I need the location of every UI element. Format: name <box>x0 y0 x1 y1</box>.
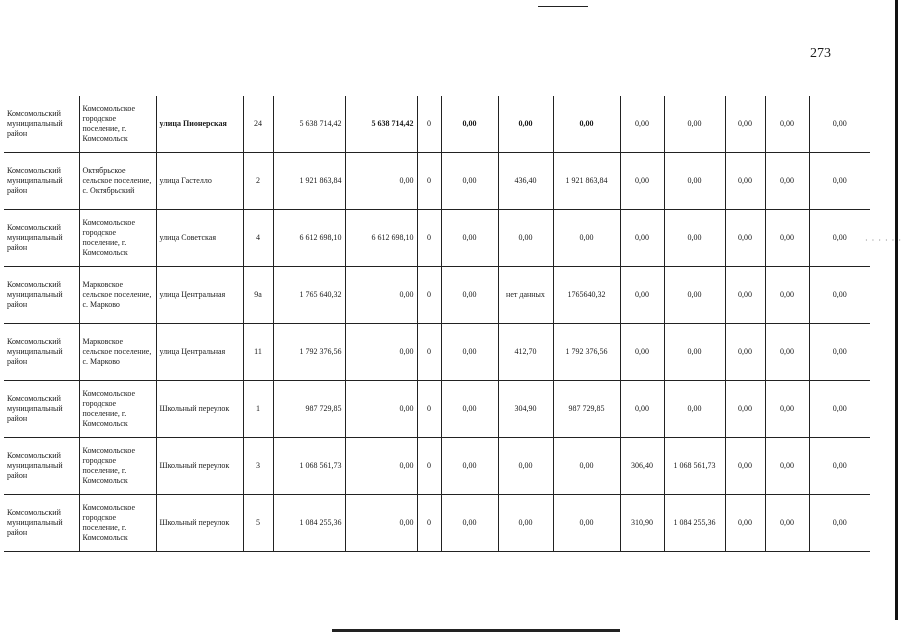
cell-value-7: 0,00 <box>620 210 664 267</box>
cell-value-5: 0,00 <box>498 210 553 267</box>
cell-value-3: 0 <box>417 381 441 438</box>
cell-value-6: 0,00 <box>553 438 620 495</box>
cell-value-9: 0,00 <box>725 267 765 324</box>
cell-value-4: 0,00 <box>441 381 498 438</box>
cell-value-10: 0,00 <box>765 324 809 381</box>
cell-value-7: 0,00 <box>620 381 664 438</box>
cell-value-8: 0,00 <box>664 324 725 381</box>
cell-value-3: 0 <box>417 210 441 267</box>
cell-value-2: 0,00 <box>345 381 417 438</box>
cell-value-9: 0,00 <box>725 210 765 267</box>
cell-district: Комсомольский муниципальный район <box>4 324 79 381</box>
cell-district: Комсомольский муниципальный район <box>4 438 79 495</box>
cell-value-5: нет данных <box>498 267 553 324</box>
scan-artifact-top-line <box>538 6 588 7</box>
cell-value-11: 0,00 <box>832 176 847 185</box>
cell-value-2: 0,00 <box>345 438 417 495</box>
cell-value-8: 1 084 255,36 <box>664 495 725 552</box>
cell-value-6: 0,00 <box>553 495 620 552</box>
cell-value-8: 0,00 <box>664 381 725 438</box>
cell-value-7: 0,00 <box>620 267 664 324</box>
table-row <box>4 267 870 324</box>
cell-value-6: 0,00 <box>553 210 620 267</box>
cell-value-7: 310,90 <box>620 495 664 552</box>
cell-settlement: Комсомольское городское поселение, г. Комсомольск <box>79 210 156 267</box>
cell-street: Школьный переулок <box>156 495 243 552</box>
cell-settlement: Комсомольское городское поселение, г. Комсомольск <box>79 96 156 153</box>
cell-value-6: 0,00 <box>553 96 620 153</box>
cell-value-3: 0 <box>417 153 441 210</box>
cell-settlement: Комсомольское городское поселение, г. Комсомольск <box>79 495 156 552</box>
cell-total-cost: 6 612 698,10 <box>273 210 345 267</box>
cell-total-cost: 1 765 640,32 <box>273 267 345 324</box>
cell-district: Комсомольский муниципальный район <box>4 153 79 210</box>
cell-value-3: 0 <box>417 96 441 153</box>
cell-house-number: 4 <box>243 210 273 267</box>
table-row <box>4 153 870 210</box>
table-row <box>4 96 870 153</box>
cell-value-4: 0,00 <box>441 267 498 324</box>
cell-value-10: 0,00 <box>765 96 809 153</box>
cell-value-8: 1 068 561,73 <box>664 438 725 495</box>
cell-street: улица Советская <box>156 210 243 267</box>
cell-value-9: 0,00 <box>725 324 765 381</box>
cell-value-3: 0 <box>417 495 441 552</box>
cell-value-3: 0 <box>417 267 441 324</box>
cell-total-cost: 987 729,85 <box>273 381 345 438</box>
cell-value-8: 0,00 <box>664 96 725 153</box>
cell-house-number: 11 <box>243 324 273 381</box>
cell-value-6: 1 792 376,56 <box>553 324 620 381</box>
cell-value-11: 0,00 <box>832 290 847 299</box>
cell-total-cost: 1 084 255,36 <box>273 495 345 552</box>
cell-value-8: 0,00 <box>664 210 725 267</box>
cell-value-7: 0,00 <box>620 324 664 381</box>
cell-value-4: 0,00 <box>441 324 498 381</box>
cell-value-10: 0,00 <box>765 210 809 267</box>
cell-value-3: 0 <box>417 324 441 381</box>
cell-value-2: 0,00 <box>345 153 417 210</box>
cell-street: Школьный переулок <box>156 438 243 495</box>
cell-value-9: 0,00 <box>725 495 765 552</box>
cell-street: улица Пионерская <box>156 96 243 153</box>
cell-settlement: Комсомольское городское поселение, г. Комсомольск <box>79 381 156 438</box>
cell-value-2: 0,00 <box>345 495 417 552</box>
table-row <box>4 381 870 438</box>
cell-value-10: 0,00 <box>765 438 809 495</box>
cell-value-5: 436,40 <box>498 153 553 210</box>
cell-value-10: 0,00 <box>765 267 809 324</box>
cell-street: улица Гастелло <box>156 153 243 210</box>
cell-street: улица Центральная <box>156 267 243 324</box>
cell-street: улица Центральная <box>156 324 243 381</box>
cell-value-11: 0,00 <box>832 461 847 470</box>
cell-value-5: 0,00 <box>498 438 553 495</box>
cell-value-5: 412,70 <box>498 324 553 381</box>
cell-value-10: 0,00 <box>765 153 809 210</box>
cell-value-8: 0,00 <box>664 153 725 210</box>
cell-value-9: 0,00 <box>725 438 765 495</box>
cell-value-6: 1 921 863,84 <box>553 153 620 210</box>
cell-value-2: 5 638 714,42 <box>345 96 417 153</box>
cell-value-10: 0,00 <box>765 381 809 438</box>
cell-value-2: 0,00 <box>345 324 417 381</box>
cell-value-4: 0,00 <box>441 495 498 552</box>
cell-value-4: 0,00 <box>441 210 498 267</box>
scan-artifact-bottom-line <box>332 629 620 632</box>
cell-value-11: 0,00 <box>832 518 847 527</box>
cell-value-11: 0,00 <box>832 404 847 413</box>
cell-house-number: 3 <box>243 438 273 495</box>
cell-value-11: 0,00 <box>832 119 847 128</box>
cell-settlement: Марковское сельское поселение, с. Марково <box>79 267 156 324</box>
cell-value-10: 0,00 <box>765 495 809 552</box>
cell-value-7: 306,40 <box>620 438 664 495</box>
cell-house-number: 2 <box>243 153 273 210</box>
cell-total-cost: 5 638 714,42 <box>273 96 345 153</box>
cell-district: Комсомольский муниципальный район <box>4 210 79 267</box>
cell-district: Комсомольский муниципальный район <box>4 495 79 552</box>
cell-house-number: 9а <box>243 267 273 324</box>
housing-data-table <box>4 96 870 552</box>
cell-value-7: 0,00 <box>620 96 664 153</box>
cell-value-4: 0,00 <box>441 153 498 210</box>
cell-value-9: 0,00 <box>725 153 765 210</box>
cell-value-4: 0,00 <box>441 96 498 153</box>
table-body <box>4 96 870 552</box>
cell-value-5: 0,00 <box>498 495 553 552</box>
cell-value-8: 0,00 <box>664 267 725 324</box>
cell-district: Комсомольский муниципальный район <box>4 381 79 438</box>
table-row <box>4 324 870 381</box>
cell-street: Школьный переулок <box>156 381 243 438</box>
cell-value-5: 0,00 <box>498 96 553 153</box>
cell-settlement: Октябрьское сельское поселение, с. Октябрьский <box>79 153 156 210</box>
cell-house-number: 1 <box>243 381 273 438</box>
cell-value-4: 0,00 <box>441 438 498 495</box>
cell-total-cost: 1 068 561,73 <box>273 438 345 495</box>
cell-value-5: 304,90 <box>498 381 553 438</box>
cell-value-3: 0 <box>417 438 441 495</box>
cell-value-2: 6 612 698,10 <box>345 210 417 267</box>
cell-district: Комсомольский муниципальный район <box>4 267 79 324</box>
table-row <box>4 438 870 495</box>
cell-value-11: 0,00 <box>832 233 847 242</box>
table-row <box>4 495 870 552</box>
cell-value-9: 0,00 <box>725 96 765 153</box>
cell-value-9: 0,00 <box>725 381 765 438</box>
table-row <box>4 210 870 267</box>
cell-value-11: 0,00 <box>832 347 847 356</box>
cell-house-number: 24 <box>243 96 273 153</box>
cell-value-7: 0,00 <box>620 153 664 210</box>
cell-value-6: 1765640,32 <box>553 267 620 324</box>
cell-total-cost: 1 921 863,84 <box>273 153 345 210</box>
cell-settlement: Комсомольское городское поселение, г. Комсомольск <box>79 438 156 495</box>
cell-settlement: Марковское сельское поселение, с. Марково <box>79 324 156 381</box>
scan-right-edge <box>895 0 898 620</box>
cell-district: Комсомольский муниципальный район <box>4 96 79 153</box>
cell-house-number: 5 <box>243 495 273 552</box>
scan-artifact-dots: · · · · · · <box>865 236 902 245</box>
cell-value-6: 987 729,85 <box>553 381 620 438</box>
cell-total-cost: 1 792 376,56 <box>273 324 345 381</box>
cell-value-2: 0,00 <box>345 267 417 324</box>
page-number: 273 <box>810 46 831 61</box>
